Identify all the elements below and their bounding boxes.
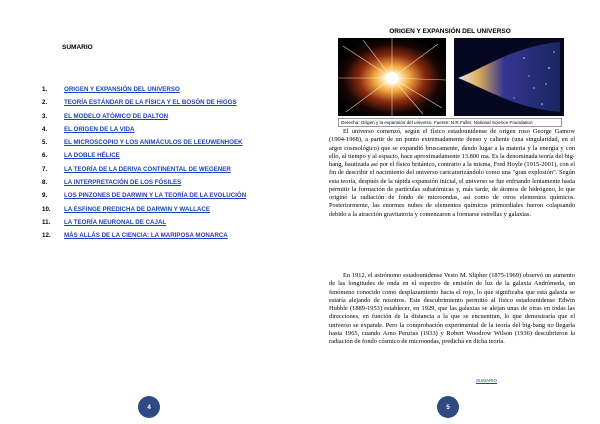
toc-item [42, 86, 292, 99]
toc-item-number: 8. [42, 179, 48, 187]
toc-item-number: 3. [42, 112, 48, 120]
toc-item [42, 139, 292, 152]
toc-item-number: 12. [42, 232, 51, 240]
toc-item-link[interactable]: TEORÍA ESTÁNDAR DE LA FÍSICA Y EL BOSÓN DE HIGGS [64, 99, 237, 107]
toc-item-number: 10. [42, 205, 51, 213]
body-paragraph-2 [329, 272, 575, 346]
sumario-link[interactable]: SUMARIO [476, 378, 498, 383]
toc-item-link[interactable]: LA TEORÍA NEURONAL DE CAJAL [64, 218, 167, 226]
toc-item-link[interactable]: LA INTERPRETACIÓN DE LOS FÓSILES [64, 179, 182, 187]
page-number-badge-right: 5 [437, 396, 459, 418]
toc-list [42, 86, 292, 246]
toc-item-link[interactable]: LA TEORÍA DE LA DERIVA CONTINENTAL DE WEGENER [64, 165, 231, 173]
toc-item [42, 206, 292, 219]
toc-item-number: 6. [42, 152, 48, 160]
image-caption: Derecha: Origen y la expansión del universo. Fuente: N.R.Fuller, National Science Foundation [338, 118, 562, 127]
body-paragraph-1 [329, 128, 575, 219]
paragraph-text: En 1912, el astrónomo estadounidense Vesto M. Slipher (1875-1969) observó un aumento de las longitudes de onda en el espectro de emisión de luz de la galaxia Andrómeda, un fenómeno conocido como desplazamiento hacia el rojo, lo que significaba que esta galaxia se estaría alejando de nosotros. Este descubrimiento permitió al físico estadounidense Edwin Hubble (1889-1953) establecer, en 1929, que las galaxias se alejan unas de otras en todas las direcciones, en función de la distancia a la que se encuentran, lo que demostraría que el universo se expande. Pero la comprobación experimental de la teoría del big-bang no llegaría hasta 1965, cuando Arno Penzias (1933) y Robert Woodrow Wilson (1936) descubrieron la radiación de fondo cósmico de microondas, predicha en dicha teoría. [329, 272, 575, 345]
toc-item-number: 2. [42, 99, 48, 107]
universe-expansion-image [454, 38, 564, 116]
toc-item-link[interactable]: MÁS ALLÁS DE LA CIENCIA: LA MARIPOSA MONARCA [64, 232, 228, 240]
toc-item-link[interactable]: LA DOBLE HÉLICE [64, 152, 120, 160]
toc-item [42, 166, 292, 179]
toc-item-link[interactable]: ORIGEN Y EXPANSIÓN DEL UNIVERSO [64, 86, 180, 93]
toc-item [42, 99, 292, 112]
toc-item-link[interactable]: EL MICROSCOPIO Y LOS ANIMÁCULOS DE LEEUWENHOEK [64, 139, 243, 147]
toc-item-number: 9. [42, 192, 48, 200]
toc-item [42, 152, 292, 165]
toc-item [42, 192, 292, 205]
toc-item-link[interactable]: EL MODELO ATÓMICO DE DALTON [64, 112, 169, 120]
toc-item [42, 113, 292, 126]
toc-item-link[interactable]: LOS PINZONES DE DARWIN Y LA TEORÍA DE LA EVOLUCIÓN [64, 192, 247, 200]
big-bang-image [338, 38, 446, 116]
page-number-badge-left: 4 [138, 396, 160, 418]
toc-item-number: 5. [42, 139, 48, 147]
toc-item [42, 126, 292, 139]
paragraph-text: El universo comenzó, según el físico estadounidense de origen ruso George Gamow (1904-1968), a partir de un punto extremadamente denso y caliente (una singularidad, en el argot cosmológico) que se expandió bruscamente, dando lugar a la materia y la energía y con ello, al tiempo y al espacio, hace aproximadamente 13.800 ma. Es la denominada teoría del big-bang, bautizada así por el físico británico, contrario a la misma, Fred Hoyle (1915-2001), con el fin de describir el nacimiento del universo caricaturizándolo como una "gran explosión". Según esta teoría, después de la rápida expansión inicial, el universo se fue enfriando lentamente hasta permitir la formación de partículas subatómicas y, más tarde, de átomos de hidrógeno, lo que originó la radiación de fondo de microondas, así como de otros elementos químicos. Posteriormente, las enormes nubes de elementos químicos primordiales fueron colapsando debido a la atracción gravitatoria y comenzaron a formarse estrellas y galaxias. [329, 128, 575, 218]
toc-item-link[interactable]: LA ESFINGE PREDICHA DE DARWIN Y WALLACE [64, 205, 210, 213]
chapter-title: ORIGEN Y EXPANSIÓN DEL UNIVERSO [389, 28, 511, 35]
toc-item-number: 7. [42, 165, 48, 173]
toc-item-link[interactable]: EL ORIGEN DE LA VIDA [64, 125, 135, 133]
toc-item-number: 1. [42, 86, 48, 93]
toc-title: SUMARIO [62, 44, 93, 51]
toc-item [42, 179, 292, 192]
toc-item-number: 11. [42, 218, 51, 226]
toc-item [42, 219, 292, 232]
toc-item-number: 4. [42, 125, 48, 133]
toc-item [42, 232, 292, 245]
